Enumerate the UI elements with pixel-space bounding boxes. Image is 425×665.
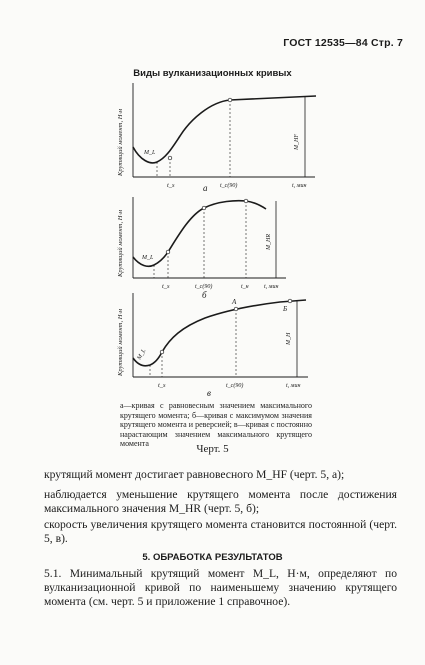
panel-c-ts-tick: t_s (158, 382, 166, 389)
panel-c-ml-label: M_L (136, 348, 148, 361)
paragraph-5-1: 5.1. Минимальный крутящий момент M_L, Н·м, определяют по вулканизационной кривой по наименьшему значению крутящего момента (см. черт. 5 и приложение 1 справочное). (44, 567, 397, 608)
panel-a-ts-point (168, 156, 172, 160)
panel-b-mhr-label: M_HR (266, 234, 272, 250)
figure-title: Виды вулканизационных кривых (133, 68, 292, 79)
panel-b-tc90-tick: t_c(90) (195, 284, 213, 290)
section-heading: 5. ОБРАБОТКА РЕЗУЛЬТАТОВ (142, 552, 283, 563)
panel-c-ylabel: Крутящий момент, Н·м (117, 308, 124, 376)
panel-c-curve (133, 300, 306, 366)
panel-a-ylabel: Крутящий момент, Н·м (117, 108, 124, 176)
panel-b-label: б (202, 290, 207, 300)
panel-b-ylabel: Крутящий момент, Н·м (117, 209, 124, 277)
panel-a-ml-label: M_L (144, 150, 156, 156)
panel-c-t-tick: t, мин (286, 383, 301, 389)
panel-b-tc90-point (202, 206, 206, 210)
panel-c (117, 293, 308, 398)
panel-b-th-point (244, 199, 248, 203)
panel-c-a-point (234, 307, 238, 311)
panel-a (117, 83, 316, 193)
panel-c-mh-label: M_H (286, 332, 292, 345)
panel-b-th-tick: t_н (241, 284, 249, 290)
panel-b-ts-point (166, 250, 170, 254)
panel-c-a-label: A (232, 298, 237, 306)
paragraph-constant-rate: скорость увеличения крутящего момента становится постоянной (черт. 5, в). (44, 518, 397, 545)
page-header: ГОСТ 12535—84 Стр. 7 (283, 37, 403, 49)
figure-caption: а—кривая с равновесным значением максимального крутящего момента; б—кривая с максимумом значения крутящего момента и реверсией; в—кривая с постоянно нарастающим значением максимального крутящего момента (120, 401, 312, 449)
panel-c-tc90-tick: t_c(90) (226, 383, 244, 389)
panel-b-ts-tick: t_s (162, 283, 170, 290)
figure-number: Черт. 5 (196, 443, 229, 455)
panel-c-label: в (207, 388, 211, 398)
paragraph-equilibrium: крутящий момент достигает равновесного M_HF (черт. 5, а); (44, 468, 345, 481)
panel-c-b-label: Б (283, 305, 288, 313)
panel-b-ml-label: M_L (142, 255, 154, 261)
panel-a-tc90-tick: t_c(90) (220, 183, 238, 189)
paragraph-reversion: наблюдается уменьшение крутящего момента после достижения максимального значения M_HR (черт. 5, б); (44, 488, 397, 515)
panel-c-ts-point (160, 350, 164, 354)
panel-c-b-point (288, 299, 292, 303)
panel-a-ts-tick: t_s (167, 182, 175, 189)
panel-a-curve (133, 96, 316, 163)
panel-b-t-tick: t, мин (264, 284, 279, 290)
panel-a-t-tick: t, мин (292, 183, 307, 189)
panel-b (117, 197, 286, 300)
panel-a-tc90-point (228, 98, 232, 102)
panel-a-mhf-label: M_HF (294, 134, 300, 150)
panel-a-label: а (203, 183, 208, 193)
